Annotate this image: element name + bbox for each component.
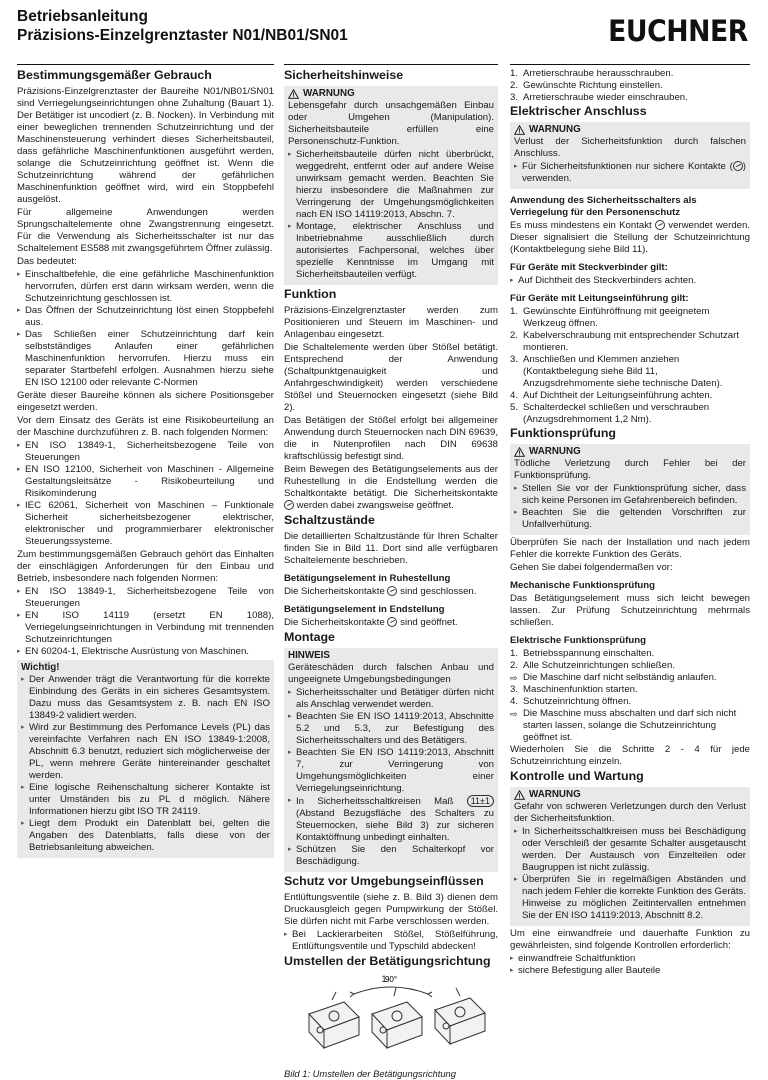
list-item: ▸ Beachten Sie EN ISO 14119:2013, Abschnitte 5.2 und 5.3, zur Befestigung des Sicherheitsschalters und des Betätigers. <box>288 711 494 747</box>
paragraph: Gehen Sie dabei folgendermaßen vor: <box>510 562 673 573</box>
paragraph: Präzisions-Einzelgrenztaster werden zum Positionieren und Steuern im Maschinen- und Anlagenbau eingesetzt. <box>284 305 498 340</box>
heading-maintenance: Kontrolle und Wartung <box>510 769 644 783</box>
step: 4. Auf Dichtheit der Leitungseinführung achten. <box>510 390 713 401</box>
list-item: ▸ Liegt dem Produkt ein Datenblatt bei, gelten die Angaben des Datenblatts, falls diese von der Betriebsanleitung abweichen. <box>21 818 270 854</box>
warning-triangle-icon <box>514 125 525 135</box>
list-item: ▸ Auf Dichtheit des Steckverbinders achten. <box>510 275 750 287</box>
paragraph: Die Sicherheitskontakte sind geschlossen. <box>284 586 477 597</box>
heading-function: Funktion <box>284 287 337 301</box>
safety-contact-icon <box>387 617 397 627</box>
numbered-steps <box>510 68 750 104</box>
list-item: ▸ Überprüfen Sie in regelmäßigen Abständen und nach jedem Fehler die korrekte Funktion des Geräts. Hinweise zu möglichen Zeitintervallen entnehmen Sie der EN ISO 14119:2013, Abschnitt 8.2. <box>514 874 746 922</box>
warning-box <box>510 787 750 926</box>
paragraph: Vor dem Einsatz des Geräts ist eine Risikobeurteilung an der Maschine durchzuführen z. B. nach folgenden Normen: <box>17 415 274 438</box>
subheading-mechanical-test: Mechanische Funktionsprüfung <box>510 580 655 591</box>
step: 2. Alle Schutzeinrichtungen schließen. <box>510 660 675 671</box>
paragraph: Überprüfen Sie nach der Installation und nach jedem Fehler die korrekte Funktion des Geräts. <box>510 537 750 560</box>
step: 3. Arretierschraube wieder einschrauben. <box>510 92 688 103</box>
subheading-rest: Betätigungselement in Ruhestellung <box>284 573 451 584</box>
list-item: ▸ Für Sicherheitsfunktionen nur sichere Kontakte ( ) verwenden. <box>514 161 746 185</box>
paragraph: Es muss mindestens ein Kontakt verwendet werden. Dieser signalisiert die Stellung der Schutzeinrichtung (Kontaktbelegung siehe Bild 11). <box>510 220 750 255</box>
bullet-list <box>514 826 746 922</box>
paragraph: Das Betätigen der Stößel erfolgt bei allgemeiner Anwendung durch Steuernocken nach DIN 69639, die in Nutenprofilen nach DIN 69638 kraftschlüssig befestigt sind. <box>284 415 498 462</box>
safety-contact-icon <box>387 586 397 596</box>
list-item: ▸ EN ISO 13849-1, Sicherheitsbezogene Teile von Steuerungen <box>17 586 274 610</box>
list-item: ▸ Sicherheitsbauteile dürfen nicht überbrückt, weggedreht, entfernt oder auf andere Weise unwirksam gemacht werden. Beachten Sie hierzu insbesondere die Maßnahmen zur Verringerung der Umgehungsmöglichkeiten nach EN ISO 14119:2013, Abschn. 7. <box>288 149 494 221</box>
paragraph: Die detaillierten Schaltzustände für Ihren Schalter finden Sie in Bild 11. Dort sind alle verfügbaren Schaltelemente beschrieben. <box>284 531 498 566</box>
paragraph: Geräte dieser Baureihe können als sichere Positionsgeber eingesetzt werden. <box>17 390 274 413</box>
switch-head-right <box>435 998 485 1044</box>
bullet-list <box>288 687 494 868</box>
bullet-list <box>514 483 746 531</box>
direction-diagram <box>284 972 498 1062</box>
note-title: HINWEIS <box>288 650 330 661</box>
bullet-list <box>288 149 494 281</box>
list-item: ▸ IEC 62061, Sicherheit von Maschinen – Funktionale Sicherheit sicherheitsbezogener elektrischer, elektronischer und programmierbarer elektronischer Steuerungssysteme. <box>17 500 274 548</box>
step: 3. Anschließen und Klemmen anziehen (Kontaktbelegung siehe Bild 11, Anzugsdrehmomente siehe technische Daten). <box>510 354 723 389</box>
bullet-list <box>17 440 274 548</box>
heading-adjust-direction: Umstellen der Betätigungsrichtung <box>284 954 491 968</box>
heading-function-test: Funktionsprüfung <box>510 426 616 440</box>
step: 4. Schutzeinrichtung öffnen. <box>510 696 632 707</box>
note-box <box>284 648 498 872</box>
paragraph: Die Schaltelemente werden über Stößel betätigt. Entsprechend der Anwendung (Schaltpunktgenauigkeit und Anfahrgeschwindigkeit) werden verschiedene Stößel und Steuernocken eingesetzt (siehe Bild 2). <box>284 342 498 413</box>
warning-text: Tödliche Verletzung durch Fehler bei der Funktionsprüfung. <box>514 458 746 481</box>
paragraph: Das Betätigungselement muss sich leicht bewegen lassen. Zur Prüfung Schutzeinrichtung mehrmals schließen. <box>510 593 750 628</box>
list-item: ▸ Einschaltbefehle, die eine gefährliche Maschinenfunktion hervorrufen, dürfen erst dann wirksam werden, wenn die Schutzeinrichtung geschlossen ist. <box>17 269 274 305</box>
heading-mounting: Montage <box>284 630 335 644</box>
list-item: ▸ Das Schließen einer Schutzeinrichtung darf kein selbstständiges Anlaufen einer gefährlichen Maschinenfunktion hervorrufen. Hierzu muss ein separater Startbefehl erfolgen. Ausnahmen hierzu siehe EN ISO 12100 oder relevante C-Normen <box>17 329 274 389</box>
paragraph: Beim Bewegen des Betätigungselements aus der Ruhestellung in die Endstellung werden die Schaltkontakte betätigt. Die Sicherheitskontakte werden dabei zwangsweise geöffnet. <box>284 464 498 511</box>
list-item: ▸ Beachten Sie EN ISO 14119:2013, Abschnitt 7, zur Verringerung von Umgehungsmöglichkeiten einer Verriegelungseinrichtung. <box>288 747 494 795</box>
important-title: Wichtig! <box>21 662 60 673</box>
title-line-2: Präzisions-Einzelgrenztaster N01/NB01/SN01 <box>17 27 348 44</box>
paragraph: Zum bestimmungsgemäßen Gebrauch gehört das Einhalten der einschlägigen Anforderungen für den Einbau und Betrieb, insbesondere nach folgenden Normen: <box>17 549 274 584</box>
bullet-list <box>514 161 746 185</box>
numbered-steps <box>510 306 750 426</box>
paragraph: Um eine einwandfreie und dauerhafte Funktion zu gewährleisten, sind folgende Kontrollen erforderlich: <box>510 928 750 951</box>
list-item: ▸ EN 60204-1, Elektrische Ausrüstung von Maschinen. <box>17 646 274 658</box>
list-item: ▸ EN ISO 13849-1, Sicherheitsbezogene Teile von Steuerungen <box>17 440 274 464</box>
column-1 <box>17 64 274 860</box>
numbered-steps <box>510 648 750 744</box>
switch-head-left <box>309 1002 359 1048</box>
bullet-list <box>510 275 750 287</box>
bullet-list <box>21 674 270 854</box>
subheading-end: Betätigungselement in Endstellung <box>284 604 445 615</box>
list-item: ▸ Montage, elektrischer Anschluss und Inbetriebnahme ausschließlich durch autorisiertes Fachpersonal, welches über spezielle Kenntnisse im Umgang mit Sicherheitsbauteilen verfügt. <box>288 221 494 281</box>
step: 5. Schalterdeckel schließen und verschrauben (Anzugsdrehmoment 1,2 Nm). <box>510 402 710 425</box>
page-number: 1 <box>381 974 387 984</box>
step-result: ⇨ Die Maschine darf nicht selbständig anlaufen. <box>510 672 717 683</box>
subheading-cable: Für Geräte mit Leitungseinführung gilt: <box>510 293 689 304</box>
warning-title: WARNUNG <box>529 124 581 135</box>
list-item: ▸ Schützen Sie den Schalterkopf vor Beschädigung. <box>288 844 494 868</box>
title-line-1: Betriebsanleitung <box>17 8 148 25</box>
list-item: ▸ einwandfreie Schaltfunktion <box>510 953 750 965</box>
heading-electrical: Elektrischer Anschluss <box>510 104 647 118</box>
subheading-electrical-test: Elektrische Funktionsprüfung <box>510 635 646 646</box>
important-box <box>17 660 274 858</box>
paragraph: Präzisions-Einzelgrenztaster der Baureihe N01/NB01/SN01 sind Verriegelungseinrichtungen ohne Zuhaltung (Bauart 1). Der Betätiger ist uncodiert (z. B. Nocken). In Verbindung mit einer beweglichen trennenden Schutzeinrichtung und der Maschinensteuerung verhindert dieses Sicherheitsbauteil, dass gefährliche Maschinenfunktionen ausgeführt werden, solange die Schutzeinrichtung geöffnet ist. Wenn die Schutzeinrichtung während der gefährlichen Maschinenfunktion geöffnet wird, wird ein Stoppbefehl ausgelöst. <box>17 86 274 205</box>
warning-text: Verlust der Sicherheitsfunktion durch falschen Anschluss. <box>514 136 746 159</box>
paragraph: Die Sicherheitskontakte sind geöffnet. <box>284 617 458 628</box>
heading-intended-use: Bestimmungsgemäßer Gebrauch <box>17 68 212 82</box>
warning-box <box>284 86 498 285</box>
subheading-personal-protection: Anwendung des Sicherheitsschalters als Verriegelung für den Personenschutz <box>510 195 697 218</box>
euchner-logo: EUCHNER <box>608 14 748 48</box>
step: 3. Maschinenfunktion starten. <box>510 684 638 695</box>
list-item: ▸ EN ISO 14119 (ersetzt EN 1088), Verriegelungseinrichtungen in Verbindung mit trennenden Schutzeinrichtungen <box>17 610 274 646</box>
step: 2. Kabelverschraubung mit entsprechender Schutzart montieren. <box>510 330 739 353</box>
list-item: ▸ In Sicherheitsschaltkreisen muss bei Beschädigung oder Verschleiß der gesamte Schalter ausgetauscht werden. Der Austausch von Einzelteilen oder Baugruppen ist nicht zulässig. <box>514 826 746 874</box>
list-item: ▸ Stellen Sie vor der Funktionsprüfung sicher, dass sich keine Personen im Gefahrenbereich befinden. <box>514 483 746 507</box>
step: 1. Gewünschte Einführöffnung mit geeignetem Werkzeug öffnen. <box>510 306 710 329</box>
bullet-list <box>284 929 498 953</box>
bullet-list <box>17 269 274 389</box>
subheading-plug: Für Geräte mit Steckverbinder gilt: <box>510 262 668 273</box>
step: 1. Betriebsspannung einschalten. <box>510 648 655 659</box>
warning-title: WARNUNG <box>303 88 355 99</box>
step: 1. Arretierschraube herausschrauben. <box>510 68 674 79</box>
list-item: ▸ Eine logische Reihenschaltung sicherer Kontakte ist unter Umständen bis zu PL d möglich. Nähere Informationen hierzu gibt ISO TR 24119. <box>21 782 270 818</box>
dimension-tag: 11±1 <box>467 795 494 807</box>
column-3 <box>510 64 750 978</box>
document-title <box>17 7 348 45</box>
bullet-list <box>17 586 274 658</box>
warning-title: WARNUNG <box>529 789 581 800</box>
warning-text: Lebensgefahr durch unsachgemäßen Einbau oder Umgehen (Manipulation). Sicherheitsbauteile erfüllen eine Personenschutz-Funktion. <box>288 100 494 147</box>
safety-contact-icon <box>284 500 294 510</box>
paragraph: Entlüftungsventile (siehe z. B. Bild 3) dienen dem Druckausgleich gegen Pumpwirkung der Stößel. Sie dürfen nicht mit Farbe verschlossen werden. <box>284 892 498 927</box>
warning-triangle-icon <box>514 790 525 800</box>
list-item: ▸ Das Öffnen der Schutzeinrichtung löst einen Stoppbefehl aus. <box>17 305 274 329</box>
step: 2. Gewünschte Richtung einstellen. <box>510 80 663 91</box>
warning-triangle-icon <box>514 447 525 457</box>
paragraph: Wiederholen Sie die Schritte 2 - 4 für jede Schutzeinrichtung einzeln. <box>510 744 750 767</box>
paragraph: Das bedeutet: <box>17 256 77 267</box>
warning-box <box>510 122 750 189</box>
list-item: ▸ sichere Befestigung aller Bauteile <box>510 965 750 977</box>
warning-triangle-icon <box>288 89 299 99</box>
figure-1 <box>284 972 498 1080</box>
heading-environment: Schutz vor Umgebungseinflüssen <box>284 874 484 888</box>
list-item: ▸ EN ISO 12100, Sicherheit von Maschinen - Allgemeine Gestaltungsleitsätze - Risikobeurteilung und Risikominderung <box>17 464 274 500</box>
heading-switching-states: Schaltzustände <box>284 513 375 527</box>
warning-title: WARNUNG <box>529 446 581 457</box>
paragraph: Für allgemeine Anwendungen werden Sprungschaltelemente ohne Zwangstrennung eingesetzt. Für die Verwendung als Sicherheitsschalter ist nur das Schaltelement ES588 mit zwangsgeführtem Öffner zulässig. <box>17 207 274 254</box>
warning-text: Gefahr von schweren Verletzungen durch den Verlust der Sicherheitsfunktion. <box>514 801 746 824</box>
angle-label: 90° <box>384 975 398 984</box>
switch-head-middle <box>372 1002 422 1048</box>
list-item: ▸ Der Anwender trägt die Verantwortung für die korrekte Einbindung des Geräts in ein sicheres Gesamtsystem. Dazu muss das Gesamtsystem z. B. nach EN ISO 13849-2 validiert werden. <box>21 674 270 722</box>
list-item: ▸ In Sicherheitsschaltkreisen Maß 11±1 (Abstand Bezugsfläche des Schalters zu Steuernocken, siehe Bild 3) zur sicheren Kontaktöffnung unbedingt einhalten. <box>288 795 494 844</box>
safety-contact-icon <box>733 161 743 171</box>
step-result: ⇨ Die Maschine muss abschalten und darf sich nicht starten lassen, solange die Schutzeinrichtung geöffnet ist. <box>510 708 737 743</box>
list-item: ▸ Sicherheitsschalter und Betätiger dürfen nicht als Anschlag verwendet werden. <box>288 687 494 711</box>
heading-safety: Sicherheitshinweise <box>284 68 404 82</box>
list-item: ▸ Bei Lackierarbeiten Stößel, Stößelführung, Entlüftungsventile und Typschild abdecken! <box>284 929 498 953</box>
note-text: Geräteschäden durch falschen Anbau und ungeeignete Umgebungsbedingungen <box>288 662 494 685</box>
list-item: ▸ Beachten Sie die geltenden Vorschriften zur Unfallverhütung. <box>514 507 746 531</box>
safety-contact-icon <box>655 220 665 230</box>
list-item: ▸ Wird zur Bestimmung des Perfomance Levels (PL) das vereinfachte Verfahren nach EN ISO 13849-1:2008, Abschnitt 6.3 benutzt, reduziert sich möglicherweise der PL, wenn mehrere Geräte hintereinander geschaltet werden. <box>21 722 270 782</box>
warning-box <box>510 444 750 535</box>
figure-caption: Bild 1: Umstellen der Betätigungsrichtung <box>284 1068 456 1079</box>
column-2 <box>284 64 498 1080</box>
